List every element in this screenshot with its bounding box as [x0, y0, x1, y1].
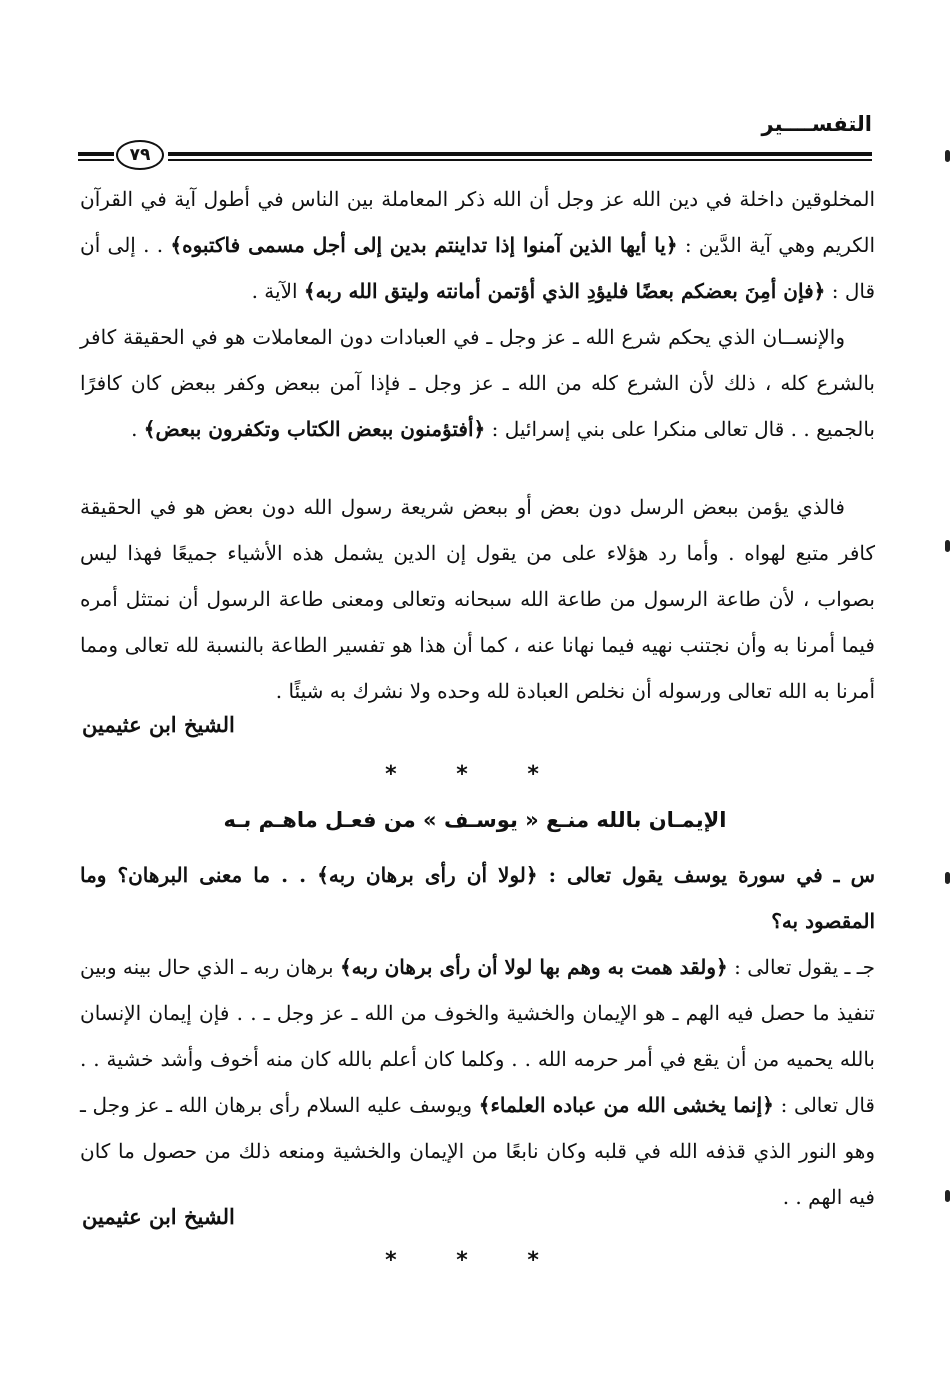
paragraph-text: . . إلى أن قال :	[80, 233, 875, 303]
author-signature: الشيخ ابن عثيمين	[82, 712, 235, 737]
scan-edge-mark	[945, 1190, 950, 1202]
question-block	[80, 852, 875, 944]
quran-verse: ﴿يا أيها الذين آمنوا إذا تداينتم بدين إلى أجل مسمى فاكتبوه﴾	[170, 233, 678, 257]
page-number: ٧٩	[116, 140, 164, 170]
quran-verse: ﴿أفتؤمنون ببعض الكتاب وتكفرون ببعض﴾	[143, 417, 486, 441]
paragraph-text: والإنســان الذي يحكم شرع الله ـ عز وجل ـ في العبادات دون المعاملات هو في الحقيقة كافر بالشرع كله ، ذلك لأن الشرع كله من الله ـ عز وجل ـ فإذا آمن ببعض وكفر ببعض كان كافرًا بالجميع . . قال تعالى منكرا على بني إسرائيل :	[80, 325, 875, 441]
quran-verse: ﴿لولا أن رأى برهان ربه﴾	[317, 863, 538, 887]
answer-text: ويوسف عليه السلام رأى برهان الله ـ عز وجل ـ وهو النور الذي قذفه الله في قلبه وكان نابعًا من الإيمان والخشية ومنعه ذلك من حصول ما كان فيه الهم . .	[80, 1093, 876, 1209]
author-signature: الشيخ ابن عثيمين	[82, 1204, 235, 1229]
quran-verse: ﴿ولقد همت به وهم بها لولا أن رأى برهان ربه﴾	[339, 955, 728, 979]
question-text: . . ما معنى البرهان؟ وما المقصود به؟	[80, 863, 875, 933]
answer-text: جـ ـ يقول تعالى :	[727, 955, 875, 979]
paragraph-text: المخلوقين داخلة في دين الله عز وجل أن الله ذكر المعاملة بين الناس في أطول آية في القرآن الكريم وهي آية الدَّين :	[80, 187, 876, 257]
quran-verse: ﴿إنما يخشى الله من عباده العلماء﴾	[478, 1093, 774, 1117]
question-text: س ـ في سورة يوسف يقول تعالى :	[537, 863, 875, 887]
header-rule	[168, 152, 872, 161]
scan-edge-mark	[945, 540, 950, 552]
running-header-title: التفســــير	[761, 112, 872, 136]
answer-text: برهان ربه ـ الذي حال بينه وبين تنفيذ ما حصل فيه الهم ـ هو الإيمان والخشية والخوف من الله ـ عز وجل ـ . . فإن إيمان الإنسان بالله يحميه من أن يقع في أمر حرمه الله . . وكلما كان أعلم بالله كان منه أخوف وأشد خشية . . قال تعالى :	[80, 955, 875, 1117]
section-title: الإيمـان بالله منـع « يوسـف » من فعـل ماهـم بـه	[223, 808, 727, 832]
section-separator: * * *	[385, 762, 565, 787]
paragraph-debt-verse	[80, 176, 875, 314]
paragraph-following-desires	[80, 484, 875, 714]
scan-edge-mark	[945, 872, 950, 884]
quran-verse: ﴿فإن أمِنَ بعضكم بعضًا فليؤدِ الذي أؤتمن أمانته وليتق الله ربه﴾	[303, 279, 826, 303]
section-separator: * * *	[385, 1248, 565, 1273]
paragraph-partial-belief	[80, 314, 875, 452]
paragraph-text: فالذي يؤمن ببعض الرسل دون بعض أو ببعض شريعة رسول الله دون بعض هو في الحقيقة كافر متبع لهواه . وأما رد هؤلاء على من يقول إن الدين يشمل هذه الأشياء جميعًا فهذا ليس بصواب ، لأن طاعة الرسول من طاعة الله سبحانه وتعالى ومعنى طاعة الرسول أن نمتثل أمره فيما أمرنا به وأن نجتنب نهيه فيما نهانا عنه ، كما أن هذا هو تفسير الطاعة بالنسبة لله تعالى ومما أمرنا به الله تعالى ورسوله أن نخلص العبادة لله وحده ولا نشرك به شيئًا .	[80, 495, 875, 703]
answer-block	[80, 944, 875, 1220]
paragraph-text: .	[131, 417, 144, 441]
scan-edge-mark	[945, 150, 950, 162]
paragraph-text: الآية .	[251, 279, 304, 303]
header-rule-left	[78, 152, 114, 161]
